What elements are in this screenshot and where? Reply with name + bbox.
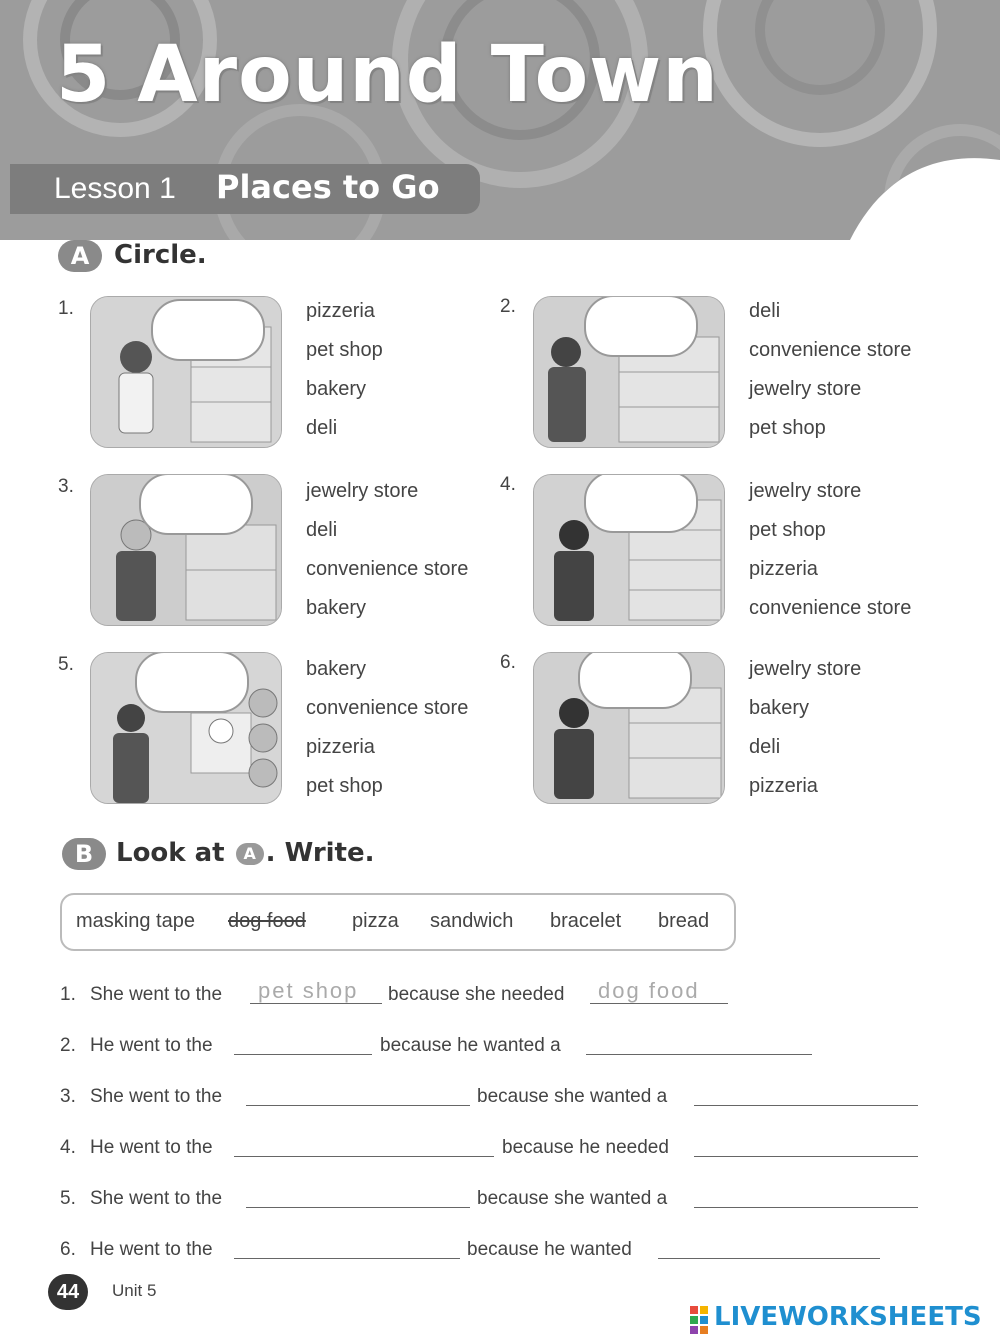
item-2-number: 2. bbox=[500, 296, 516, 317]
item-5-picture bbox=[90, 652, 282, 804]
page-number-badge: 44 bbox=[48, 1274, 88, 1310]
option[interactable]: pizzeria bbox=[749, 775, 818, 797]
unit-title-text: Around Town bbox=[137, 30, 719, 120]
option[interactable]: deli bbox=[306, 417, 338, 439]
item-2-options bbox=[749, 292, 911, 448]
item-2-picture bbox=[533, 296, 725, 448]
item-3-number: 3. bbox=[58, 476, 74, 497]
section-a-title: Circle. bbox=[114, 240, 207, 270]
thought-bubble bbox=[151, 299, 265, 361]
option[interactable]: bakery bbox=[306, 597, 367, 619]
section-a-ref-badge: A bbox=[236, 843, 264, 865]
thought-bubble bbox=[135, 652, 249, 713]
item-3-options bbox=[306, 472, 468, 628]
option[interactable]: pizzeria bbox=[749, 558, 818, 580]
sentence-1-blank1[interactable] bbox=[250, 1003, 382, 1004]
option[interactable]: deli bbox=[749, 736, 781, 758]
option[interactable]: bakery bbox=[749, 697, 810, 719]
sentence-6-blank2[interactable] bbox=[658, 1258, 880, 1259]
option[interactable]: pet shop bbox=[749, 417, 826, 439]
option[interactable]: jewelry store bbox=[749, 378, 862, 400]
sentence-2-blank1[interactable] bbox=[234, 1054, 372, 1055]
item-1-number: 1. bbox=[58, 298, 74, 319]
sentence-1-part2: because she needed bbox=[388, 984, 565, 1005]
option[interactable]: deli bbox=[749, 300, 781, 322]
section-a-badge: A bbox=[58, 240, 102, 272]
item-4-options bbox=[749, 472, 911, 628]
item-4-number: 4. bbox=[500, 474, 516, 495]
option[interactable]: convenience store bbox=[306, 558, 469, 580]
sentence-5-number: 5. bbox=[60, 1188, 76, 1209]
option[interactable]: convenience store bbox=[306, 697, 469, 719]
sentence-1-answer2: dog food bbox=[598, 978, 700, 1003]
sentence-5-blank2[interactable] bbox=[694, 1207, 918, 1208]
option[interactable]: pizzeria bbox=[306, 736, 375, 758]
item-5-number: 5. bbox=[58, 654, 74, 675]
item-6-number: 6. bbox=[500, 652, 516, 673]
liveworksheets-logo-icon bbox=[690, 1306, 708, 1334]
thought-bubble bbox=[139, 474, 253, 535]
sentence-5-part2: because she wanted a bbox=[477, 1188, 668, 1209]
lesson-label: Lesson 1 bbox=[54, 172, 176, 205]
option[interactable]: pizzeria bbox=[306, 300, 375, 322]
sentence-2-part1: He went to the bbox=[90, 1035, 213, 1056]
thought-bubble bbox=[578, 652, 692, 709]
sentence-1-number: 1. bbox=[60, 984, 76, 1005]
word-bank-item-crossed: dog food bbox=[228, 910, 306, 932]
item-5-options bbox=[306, 650, 468, 806]
word-bank-item: sandwich bbox=[430, 910, 514, 932]
sentence-1-part1: She went to the bbox=[90, 984, 223, 1005]
section-b-badge: B bbox=[62, 838, 106, 870]
option[interactable]: pet shop bbox=[749, 519, 826, 541]
sentence-6-part2: because he wanted bbox=[467, 1239, 632, 1260]
sentence-3-blank1[interactable] bbox=[246, 1105, 470, 1106]
unit-title bbox=[56, 30, 719, 120]
option[interactable]: jewelry store bbox=[749, 480, 862, 502]
sentence-4-blank2[interactable] bbox=[694, 1156, 918, 1157]
footer-unit-label: Unit 5 bbox=[112, 1281, 157, 1300]
option[interactable]: convenience store bbox=[749, 339, 912, 361]
sentence-6-blank1[interactable] bbox=[234, 1258, 460, 1259]
word-bank-item: bracelet bbox=[550, 910, 622, 932]
option[interactable]: deli bbox=[306, 519, 338, 541]
sentence-4-number: 4. bbox=[60, 1137, 76, 1158]
item-1-picture bbox=[90, 296, 282, 448]
item-6-picture bbox=[533, 652, 725, 804]
thought-bubble bbox=[584, 296, 698, 357]
option[interactable]: pet shop bbox=[306, 775, 383, 797]
section-b-title-post: . Write. bbox=[265, 838, 375, 868]
sentence-2-part2: because he wanted a bbox=[380, 1035, 561, 1056]
sentence-5-part1: She went to the bbox=[90, 1188, 223, 1209]
option[interactable]: bakery bbox=[306, 378, 367, 400]
sentence-1-blank2[interactable] bbox=[590, 1003, 728, 1004]
word-bank-item: bread bbox=[658, 910, 710, 932]
sentence-4-blank1[interactable] bbox=[234, 1156, 494, 1157]
sentence-4-part2: because he needed bbox=[502, 1137, 669, 1158]
section-b-title-pre: Look at bbox=[116, 838, 225, 868]
sentence-4-part1: He went to the bbox=[90, 1137, 213, 1158]
sentence-3-part1: She went to the bbox=[90, 1086, 223, 1107]
sentence-3-number: 3. bbox=[60, 1086, 76, 1107]
sentence-6-part1: He went to the bbox=[90, 1239, 213, 1260]
unit-number: 5 bbox=[56, 30, 112, 120]
option[interactable]: bakery bbox=[306, 658, 367, 680]
item-6-options bbox=[749, 650, 861, 806]
item-1-options bbox=[306, 292, 383, 448]
section-b-title bbox=[116, 838, 375, 868]
sentence-1-answer1: pet shop bbox=[258, 978, 359, 1003]
sentence-2-blank2[interactable] bbox=[586, 1054, 812, 1055]
liveworksheets-brand[interactable]: LIVEWORKSHEETS bbox=[714, 1302, 982, 1332]
unit-header bbox=[0, 0, 1000, 240]
item-4-picture bbox=[533, 474, 725, 626]
word-bank-item: pizza bbox=[352, 910, 399, 932]
option[interactable]: pet shop bbox=[306, 339, 383, 361]
lesson-name: Places to Go bbox=[216, 168, 440, 206]
thought-bubble bbox=[584, 474, 698, 533]
sentence-5-blank1[interactable] bbox=[246, 1207, 470, 1208]
word-bank-item: masking tape bbox=[76, 910, 195, 932]
sentence-3-part2: because she wanted a bbox=[477, 1086, 668, 1107]
sentence-2-number: 2. bbox=[60, 1035, 76, 1056]
item-3-picture bbox=[90, 474, 282, 626]
sentence-6-number: 6. bbox=[60, 1239, 76, 1260]
option[interactable]: jewelry store bbox=[749, 658, 862, 680]
option[interactable]: convenience store bbox=[749, 597, 912, 619]
sentence-3-blank2[interactable] bbox=[694, 1105, 918, 1106]
option[interactable]: jewelry store bbox=[306, 480, 419, 502]
